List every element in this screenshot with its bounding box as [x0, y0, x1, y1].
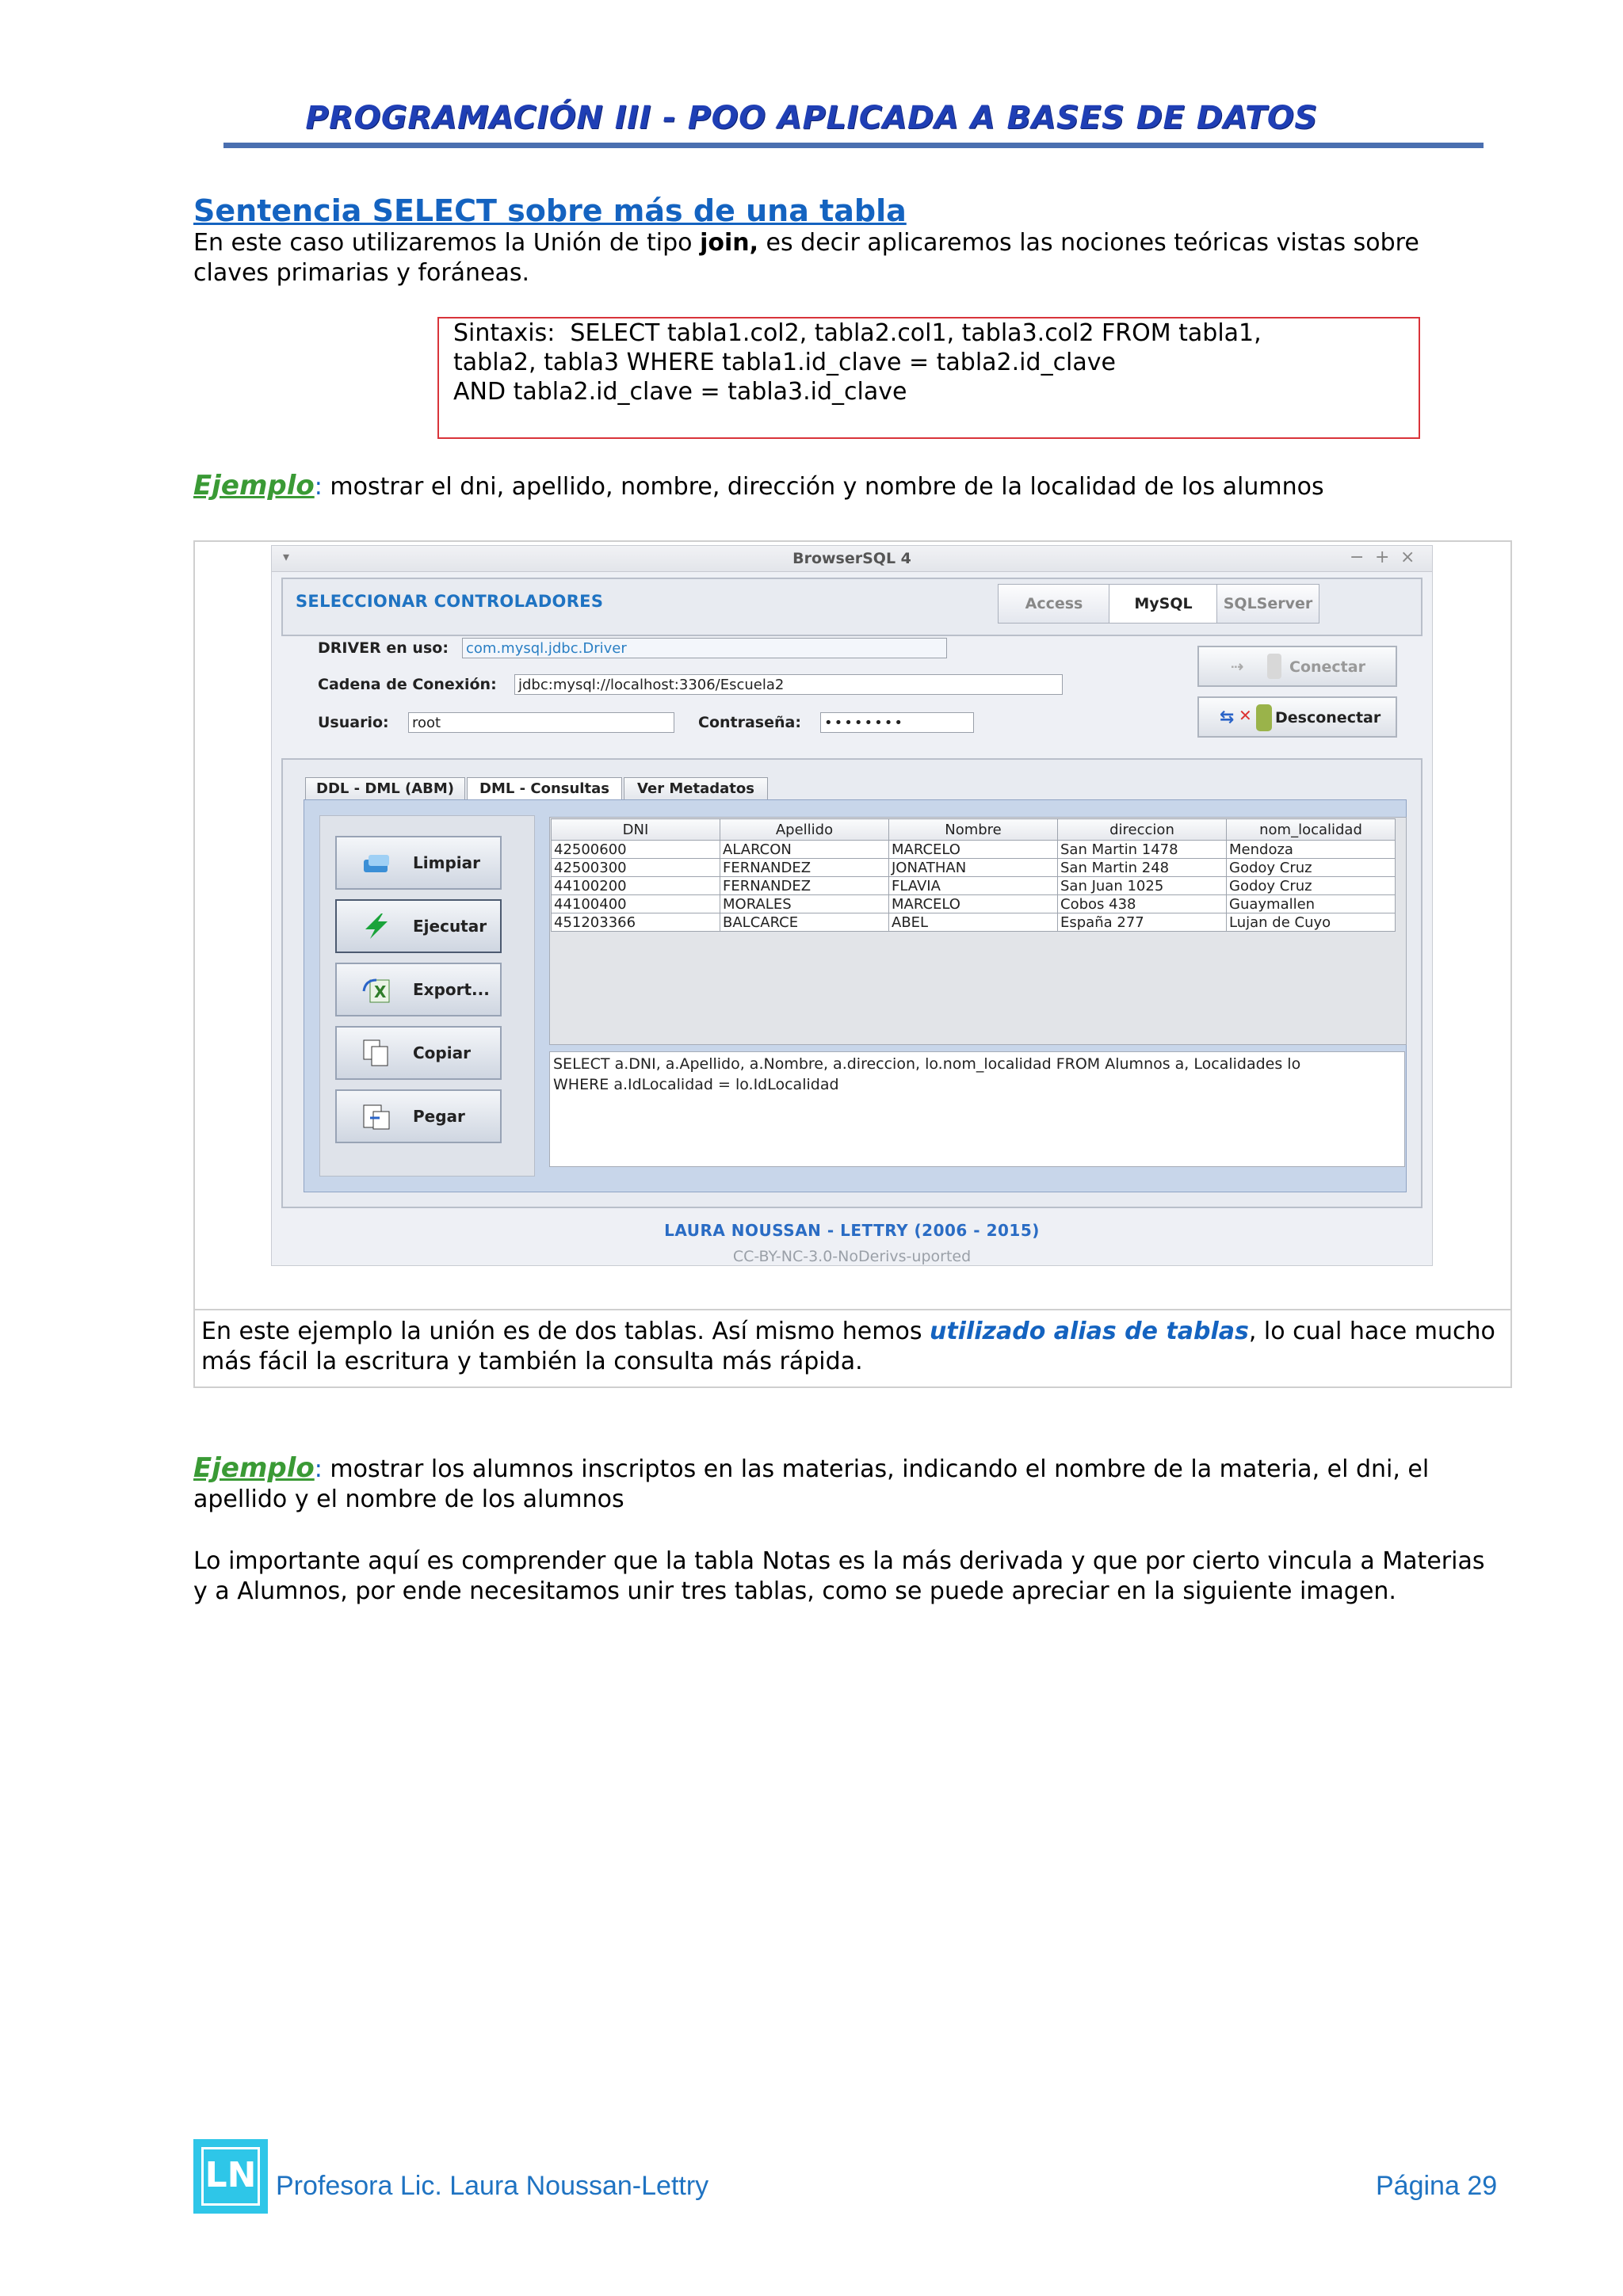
disconnect-arrows-icon: ⇆ — [1220, 707, 1235, 727]
table-cell[interactable]: Mendoza — [1227, 841, 1396, 859]
results-table — [551, 818, 1396, 932]
caption-text-end: , lo cual hace mucho más fácil la escritura y también la consulta más rápida. — [201, 1318, 1495, 1375]
disconnect-button[interactable] — [1197, 696, 1397, 738]
paste-label: Pegar — [413, 1107, 465, 1126]
table-cell[interactable]: FERNANDEZ — [720, 877, 889, 895]
syntax-line: tabla2, tabla3 WHERE tabla1.id_clave = tabla2.id_clave — [453, 349, 1116, 376]
connection-string-field[interactable]: jdbc:mysql://localhost:3306/Escuela2 — [514, 674, 1063, 695]
example-text: mostrar los alumnos inscriptos en las materias, indicando el nombre de la materia, el dni, el apellido y el nombre de los alumnos — [193, 1455, 1430, 1513]
export-label: Export... — [413, 980, 490, 999]
page-number: Página 29 — [1376, 2171, 1498, 2201]
tab-dml-consultas[interactable]: DML - Consultas — [467, 777, 622, 801]
table-cell[interactable]: 44100200 — [552, 877, 720, 895]
sql-line: SELECT a.DNI, a.Apellido, a.Nombre, a.direccion, lo.nom_localidad FROM Alumnos a, Localidades lo — [553, 1055, 1301, 1073]
svg-text:X: X — [374, 982, 387, 1001]
export-button[interactable] — [335, 963, 502, 1016]
user-field[interactable]: root — [408, 712, 674, 733]
section-title: Sentencia SELECT sobre más de una tabla — [193, 193, 907, 228]
password-field[interactable]: •••••••• — [820, 712, 974, 733]
tab-mysql[interactable]: MySQL — [1109, 584, 1218, 624]
table-cell[interactable]: San Martin 248 — [1058, 859, 1227, 877]
tab-ddl-dml[interactable]: DDL - DML (ABM) — [305, 777, 465, 801]
sql-editor[interactable] — [549, 1051, 1405, 1167]
driver-field[interactable]: com.mysql.jdbc.Driver — [462, 638, 947, 658]
intro-bold: join, — [700, 229, 759, 257]
figure-divider — [193, 1309, 1510, 1310]
connect-button[interactable] — [1197, 646, 1397, 687]
disconnect-x-icon: ✕ — [1239, 706, 1252, 725]
app-credit: LAURA NOUSSAN - LETTRY (2006 - 2015) — [664, 1221, 1040, 1240]
app-license: CC-BY-NC-3.0-NoDerivs-uported — [732, 1248, 972, 1265]
example-text: mostrar el dni, apellido, nombre, dirección y nombre de la localidad de los alumnos — [322, 473, 1324, 501]
sql-line: WHERE a.IdLocalidad = lo.IdLocalidad — [553, 1076, 839, 1093]
copy-icon — [361, 1039, 392, 1067]
table-cell[interactable]: FLAVIA — [889, 877, 1058, 895]
column-header[interactable]: DNI — [552, 819, 720, 841]
table-header-row — [552, 819, 1396, 841]
execute-label: Ejecutar — [413, 917, 487, 936]
driver-label: DRIVER en uso: — [318, 639, 449, 657]
window-menu-icon[interactable]: ▾ — [283, 549, 290, 564]
tab-metadata[interactable]: Ver Metadatos — [624, 777, 768, 801]
connection-string-label: Cadena de Conexión: — [318, 676, 497, 693]
disconnect-label: Desconectar — [1275, 709, 1381, 727]
table-row[interactable] — [552, 841, 1396, 859]
example-label: Ejemplo — [193, 1452, 315, 1484]
connect-arrow-icon: ⇢ — [1231, 657, 1244, 676]
table-cell[interactable]: BALCARCE — [720, 913, 889, 932]
intro-text-end: es decir aplicaremos las nociones teóricas vistas sobre claves primarias y foráneas. — [193, 229, 1419, 287]
table-cell[interactable]: ALARCON — [720, 841, 889, 859]
table-cell[interactable]: ABEL — [889, 913, 1058, 932]
tab-access[interactable]: Access — [998, 584, 1110, 624]
table-cell[interactable]: España 277 — [1058, 913, 1227, 932]
table-row[interactable] — [552, 859, 1396, 877]
syntax-line: AND tabla2.id_clave = tabla3.id_clave — [453, 378, 907, 406]
intro-text: En este caso utilizaremos la Unión de tipo — [193, 229, 701, 257]
execute-button[interactable] — [335, 899, 502, 953]
column-header[interactable]: Apellido — [720, 819, 889, 841]
excel-export-icon — [361, 975, 392, 1004]
table-cell[interactable]: MORALES — [720, 895, 889, 913]
header-rule — [223, 143, 1484, 148]
intro-paragraph — [193, 228, 1493, 288]
eraser-icon — [361, 849, 392, 877]
user-label: Usuario: — [318, 714, 389, 731]
copy-button[interactable] — [335, 1026, 502, 1080]
table-cell[interactable]: 44100400 — [552, 895, 720, 913]
close-button[interactable]: × — [1400, 547, 1415, 567]
select-drivers-label: SELECCIONAR CONTROLADORES — [296, 592, 604, 611]
lightning-icon — [361, 912, 392, 940]
table-cell[interactable]: MARCELO — [889, 841, 1058, 859]
document-header-title: PROGRAMACIÓN III - POO APLICADA A BASES DE DATOS — [305, 100, 1318, 136]
copy-label: Copiar — [413, 1043, 471, 1062]
window-title: BrowserSQL 4 — [792, 550, 911, 567]
column-header[interactable]: nom_localidad — [1227, 819, 1396, 841]
figure-caption — [201, 1317, 1501, 1377]
maximize-button[interactable]: + — [1375, 547, 1390, 567]
footer-author: Profesora Lic. Laura Noussan-Lettry — [276, 2171, 709, 2201]
minimize-button[interactable]: − — [1350, 547, 1365, 567]
column-header[interactable]: direccion — [1058, 819, 1227, 841]
paragraph-derived-table: Lo importante aquí es comprender que la tabla Notas es la más derivada y que por cierto vincula a Materias y a Alumnos, por ende necesitamos unir tres tablas, como se puede apreciar en la siguiente imagen. — [193, 1547, 1485, 1605]
password-label: Contraseña: — [698, 714, 801, 731]
caption-highlight: utilizado alias de tablas — [929, 1318, 1249, 1345]
table-cell[interactable]: 451203366 — [552, 913, 720, 932]
table-cell[interactable]: San Juan 1025 — [1058, 877, 1227, 895]
table-cell[interactable]: San Martin 1478 — [1058, 841, 1227, 859]
logo-monogram: LN — [201, 2147, 260, 2206]
table-cell[interactable]: 42500300 — [552, 859, 720, 877]
clear-button[interactable] — [335, 836, 502, 890]
table-cell[interactable]: Lujan de Cuyo — [1227, 913, 1396, 932]
browsersql-window — [271, 545, 1433, 1266]
example-colon: : — [314, 473, 323, 501]
example-label: Ejemplo — [193, 470, 315, 502]
table-cell[interactable]: Guaymallen — [1227, 895, 1396, 913]
column-header[interactable]: Nombre — [889, 819, 1058, 841]
paste-button[interactable] — [335, 1089, 502, 1143]
example-colon: : — [314, 1455, 323, 1483]
table-cell[interactable]: Godoy Cruz — [1227, 877, 1396, 895]
window-titlebar — [272, 546, 1432, 572]
syntax-line: Sintaxis: SELECT tabla1.col2, tabla2.col1, tabla3.col2 FROM tabla1, — [453, 319, 1262, 347]
database-icon — [1256, 704, 1272, 731]
table-cell[interactable]: FERNANDEZ — [720, 859, 889, 877]
example-1 — [193, 471, 1493, 502]
table-row[interactable] — [552, 913, 1396, 932]
table-row[interactable] — [552, 877, 1396, 895]
connect-label: Conectar — [1289, 658, 1365, 676]
syntax-text — [453, 318, 1262, 406]
example-2 — [193, 1453, 1493, 1515]
table-cell[interactable]: MARCELO — [889, 895, 1058, 913]
table-cell[interactable]: 42500600 — [552, 841, 720, 859]
table-cell[interactable]: Cobos 438 — [1058, 895, 1227, 913]
caption-text: En este ejemplo la unión es de dos tablas. Así mismo hemos — [201, 1318, 930, 1345]
table-cell[interactable]: Godoy Cruz — [1227, 859, 1396, 877]
table-row[interactable] — [552, 895, 1396, 913]
table-cell[interactable]: JONATHAN — [889, 859, 1058, 877]
clear-label: Limpiar — [413, 853, 480, 872]
database-icon — [1267, 654, 1281, 679]
paste-icon — [361, 1102, 392, 1131]
author-logo — [193, 2139, 268, 2214]
tab-sqlserver[interactable]: SQLServer — [1216, 584, 1319, 624]
